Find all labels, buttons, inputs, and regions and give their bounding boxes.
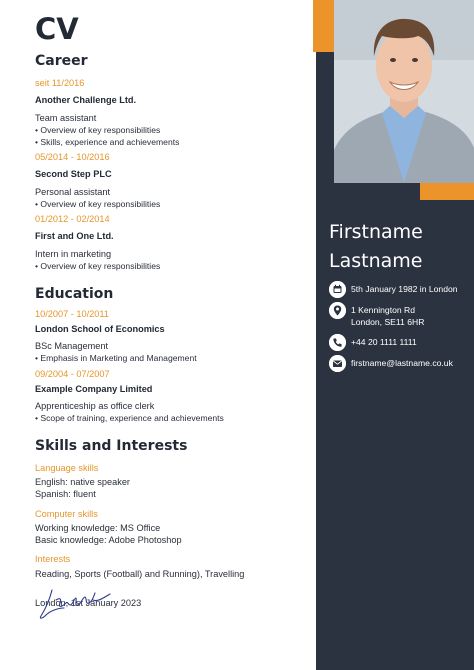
entry-bullet: • Overview of key responsibilities: [35, 260, 300, 272]
phone-icon: [329, 334, 346, 351]
career-section: [35, 52, 300, 272]
computer-skill: Basic knowledge: Adobe Photoshop: [35, 535, 182, 545]
entry-bullet: • Overview of key responsibilities: [35, 124, 300, 136]
profile-photo: [334, 0, 474, 183]
address-block: [351, 302, 424, 328]
entry-role: Team assistant: [35, 113, 97, 123]
accent-bar-top: [313, 0, 334, 52]
entry-bullet: • Overview of key responsibilities: [35, 198, 300, 210]
entry-date: 05/2014 - 10/2016: [35, 152, 110, 162]
profile-name: [329, 218, 423, 276]
entry-company: First and One Ltd.: [35, 231, 114, 241]
education-entry: [35, 368, 300, 424]
entry-date: seit 11/2016: [35, 78, 85, 88]
phone-number[interactable]: +44 20 1111 1111: [351, 337, 417, 347]
entry-date: 01/2012 - 02/2014: [35, 214, 110, 224]
computer-skill: Working knowledge: MS Office: [35, 523, 161, 533]
location-pin-icon: [329, 302, 346, 319]
contact-address: [329, 302, 469, 328]
entry-bullet: • Emphasis in Marketing and Management: [35, 352, 300, 364]
entry-school: London School of Economics: [35, 324, 165, 334]
calendar-icon: [329, 281, 346, 298]
place-and-date: London, 1st January 2023: [35, 598, 142, 608]
entry-school: Example Company Limited: [35, 384, 153, 394]
entry-date: 09/2004 - 07/2007: [35, 369, 110, 379]
contact-birth: [329, 281, 469, 298]
entry-bullet: • Skills, experience and achievements: [35, 136, 300, 148]
email-address[interactable]: firstname@lastname.co.uk: [351, 358, 453, 368]
entry-bullet: • Scope of training, experience and achievements: [35, 412, 300, 424]
interests-text: Reading, Sports (Football) and Running), Travelling: [35, 569, 245, 579]
education-section: [35, 285, 300, 424]
career-entry: [35, 77, 300, 148]
career-entry: [35, 151, 300, 210]
career-entry: [35, 213, 300, 272]
computer-skills-label: Computer skills: [35, 509, 98, 519]
first-name: Firstname: [329, 221, 423, 243]
entry-degree: Apprenticeship as office clerk: [35, 401, 155, 411]
education-entry: [35, 308, 300, 364]
language-skill: English: native speaker: [35, 477, 130, 487]
education-heading: Education: [35, 286, 114, 302]
main-column: [35, 10, 300, 609]
contact-phone: [329, 334, 469, 351]
accent-bar-bottom: [420, 183, 474, 200]
address-line-2: London, SE11 6HR: [351, 317, 425, 327]
birth-date: 5th January 1982 in London: [351, 284, 458, 294]
skills-heading: Skills and Interests: [35, 438, 188, 454]
contact-email: [329, 355, 469, 372]
skills-section: [35, 437, 300, 580]
entry-role: Personal assistant: [35, 187, 111, 197]
career-heading: Career: [35, 53, 88, 69]
signature-image: [38, 586, 112, 620]
entry-company: Another Challenge Ltd.: [35, 95, 137, 105]
email-icon: [329, 355, 346, 372]
document-title: CV: [35, 12, 79, 46]
language-skills-label: Language skills: [35, 463, 99, 473]
last-name: Lastname: [329, 250, 423, 272]
entry-role: Intern in marketing: [35, 249, 112, 259]
language-skill: Spanish: fluent: [35, 489, 96, 499]
address-line-1: 1 Kennington Rd: [351, 305, 416, 315]
entry-company: Second Step PLC: [35, 169, 112, 179]
entry-degree: BSc Management: [35, 341, 109, 351]
interests-label: Interests: [35, 554, 71, 564]
entry-date: 10/2007 - 10/2011: [35, 309, 109, 319]
